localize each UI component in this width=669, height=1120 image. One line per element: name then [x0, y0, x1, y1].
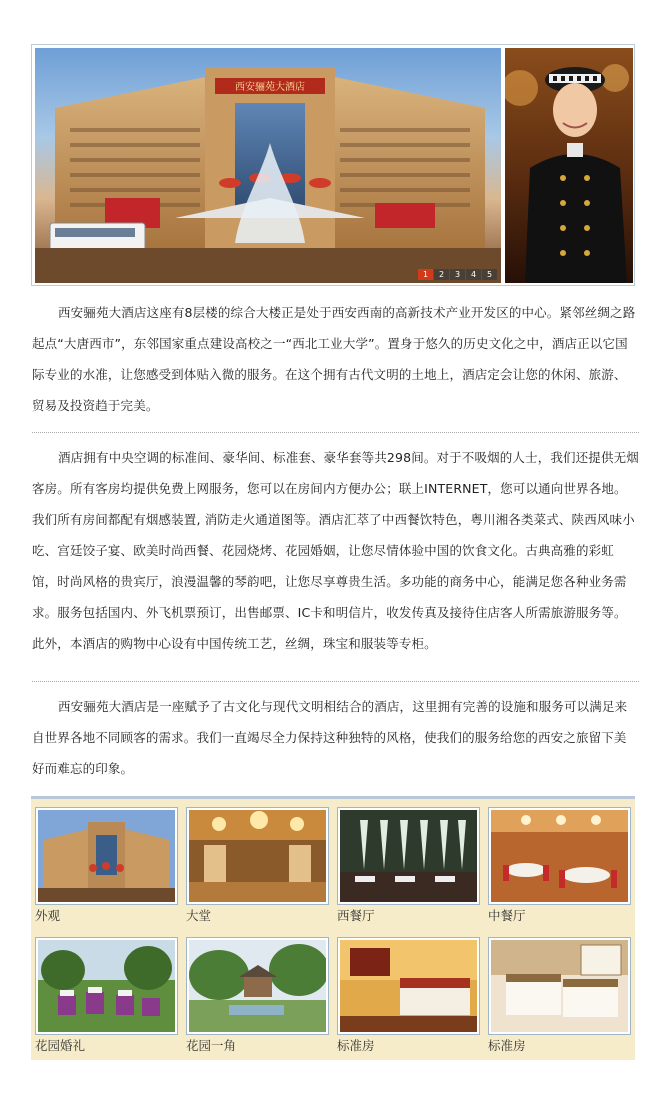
gallery-caption: 花园婚礼: [35, 1038, 86, 1053]
intro-paragraph: 西安骊苑大酒店这座有8层楼的综合大楼正是处于西安西南的高新技术产业开发区的中心。紧邻丝绸之路起点“大唐西市”，东邻国家重点建设高校之一“西北工业大学”。置身于悠久的历史文化之中，酒店正以它国际专业的水准，让您感受到体贴入微的服务。在这个拥有古代文明的土地上，酒店定会让您的休闲、旅游、贸易及投资趋于完美。: [32, 305, 636, 413]
slide-button-3[interactable]: 3: [450, 269, 465, 280]
slide-button-5[interactable]: 5: [482, 269, 497, 280]
doorman-photo: [505, 48, 633, 283]
gallery-thumb-standard-room-2[interactable]: [488, 937, 631, 1035]
gallery-caption: 中餐厅: [488, 908, 526, 923]
dotted-divider: [32, 432, 639, 433]
photo-gallery: [31, 796, 635, 1060]
slide-pager: [418, 269, 497, 280]
gallery-thumb-chinese-restaurant[interactable]: [488, 807, 631, 905]
gallery-caption: 外观: [35, 908, 61, 923]
slide-button-2[interactable]: 2: [434, 269, 449, 280]
gallery-item-garden-corner: [186, 937, 329, 1054]
building-sign: 西安骊苑大酒店: [235, 82, 305, 93]
gallery-thumb-standard-room-1[interactable]: [337, 937, 480, 1035]
gallery-item-chinese-restaurant: [488, 807, 631, 924]
gallery-thumb-garden-wedding[interactable]: [35, 937, 178, 1035]
gallery-caption: 标准房: [488, 1038, 526, 1053]
facilities-paragraph: 酒店拥有中央空调的标准间、豪华间、标准套、豪华套等共298间。对于不吸烟的人士，我们还提供无烟客房。所有客房均提供免费上网服务，您可以在房间内方便办公；联上INTERNET，您可以通向世界各地。我们所有房间都配有烟感装置, 消防走火通道图等。酒店汇萃了中西餐饮特色，粤川湘各类菜式、陕西风味小吃、宫廷饺子宴、欧美时尚西餐、花园烧烤、花园婚姻，让您尽情体验中国的饮食文化。古典高雅的彩虹馆，时尚风格的贵宾厅，浪漫温馨的琴韵吧，让您尽享尊贵生活。多功能的商务中心，能满足您各种业务需求。服务包括国内、外飞机票预订，出售邮票、IC卡和明信片，收发传真及接待住店客人所需旅游服务等。此外，本酒店的购物中心设有中国传统工艺，丝绸，珠宝和服装等专柜。: [32, 450, 639, 651]
gallery-caption: 西餐厅: [337, 908, 375, 923]
gallery-caption: 标准房: [337, 1038, 375, 1053]
gallery-item-western-restaurant: [337, 807, 480, 924]
hero-banner: [31, 44, 635, 286]
slide-button-1[interactable]: 1: [418, 269, 433, 280]
gallery-item-lobby: [186, 807, 329, 924]
slide-button-4[interactable]: 4: [466, 269, 481, 280]
dotted-divider: [32, 681, 639, 682]
gallery-item-exterior: [35, 807, 178, 924]
gallery-thumb-western-restaurant[interactable]: [337, 807, 480, 905]
summary-paragraph: 西安骊苑大酒店是一座赋予了古文化与现代文明相结合的酒店，这里拥有完善的设施和服务可以满足来自世界各地不同顾客的需求。我们一直竭尽全力保持这种独特的风格，使我们的服务给您的西安之旅留下美好而难忘的印象。: [32, 699, 628, 776]
gallery-thumb-lobby[interactable]: [186, 807, 329, 905]
gallery-item-standard-room-1: [337, 937, 480, 1054]
gallery-caption: 大堂: [186, 908, 212, 923]
gallery-thumb-garden-corner[interactable]: [186, 937, 329, 1035]
gallery-item-standard-room-2: [488, 937, 631, 1054]
gallery-caption: 花园一角: [186, 1038, 237, 1053]
gallery-thumb-exterior[interactable]: [35, 807, 178, 905]
gallery-item-garden-wedding: [35, 937, 178, 1054]
hotel-exterior-photo[interactable]: [35, 48, 501, 283]
